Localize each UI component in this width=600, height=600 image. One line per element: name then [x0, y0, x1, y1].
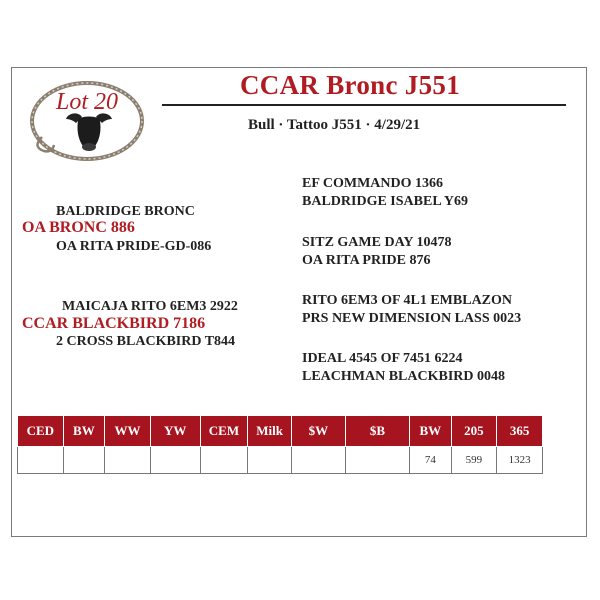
right-pedigree-entry: BALDRIDGE ISABEL Y69 — [302, 194, 468, 209]
epd-value-cell — [248, 447, 292, 474]
epd-value-cell — [63, 447, 105, 474]
epd-header-cell: 365 — [497, 416, 543, 447]
animal-name-title: CCAR Bronc J551 — [240, 70, 460, 100]
epd-header-cell: BW — [63, 416, 105, 447]
lot-number-label: Lot 20 — [55, 89, 118, 115]
epd-value-cell — [150, 447, 200, 474]
sire: OA BRONC 886 — [22, 219, 135, 236]
right-pedigree-entry: SITZ GAME DAY 10478 — [302, 235, 452, 250]
epd-table — [17, 415, 543, 474]
dam: CCAR BLACKBIRD 7186 — [22, 315, 206, 332]
dam-sire: MAICAJA RITO 6EM3 2922 — [62, 299, 238, 314]
right-pedigree-entry: EF COMMANDO 1366 — [302, 176, 444, 191]
right-pedigree-entry: IDEAL 4545 OF 7451 6224 — [302, 351, 463, 366]
right-pedigree-entry: RITO 6EM3 OF 4L1 EMBLAZON — [302, 293, 513, 308]
epd-value-row — [18, 447, 543, 474]
dam-dam: 2 CROSS BLACKBIRD T844 — [56, 334, 236, 349]
epd-header-cell: $B — [345, 416, 409, 447]
epd-value-cell — [200, 447, 248, 474]
epd-header-cell: $W — [291, 416, 345, 447]
epd-header-cell: WW — [105, 416, 151, 447]
epd-header-cell: Milk — [248, 416, 292, 447]
epd-value-cell: 74 — [410, 447, 452, 474]
epd-header-row — [18, 416, 543, 447]
sire-sire: BALDRIDGE BRONC — [56, 204, 195, 219]
epd-header-cell: CEM — [200, 416, 248, 447]
epd-value-cell: 1323 — [497, 447, 543, 474]
sire-dam: OA RITA PRIDE-GD-086 — [56, 239, 212, 254]
animal-subtitle: Bull · Tattoo J551 · 4/29/21 — [248, 117, 421, 133]
title-divider — [162, 104, 566, 106]
epd-value-cell — [18, 447, 64, 474]
epd-value-cell — [345, 447, 409, 474]
epd-header-cell: YW — [150, 416, 200, 447]
epd-header-cell: 205 — [451, 416, 497, 447]
right-pedigree-entry: PRS NEW DIMENSION LASS 0023 — [302, 311, 522, 326]
epd-value-cell — [105, 447, 151, 474]
right-pedigree-entry: OA RITA PRIDE 876 — [302, 253, 431, 268]
epd-value-cell — [291, 447, 345, 474]
epd-header-cell: CED — [18, 416, 64, 447]
right-pedigree-entry: LEACHMAN BLACKBIRD 0048 — [302, 369, 506, 384]
epd-header-cell: BW — [410, 416, 452, 447]
epd-value-cell: 599 — [451, 447, 497, 474]
